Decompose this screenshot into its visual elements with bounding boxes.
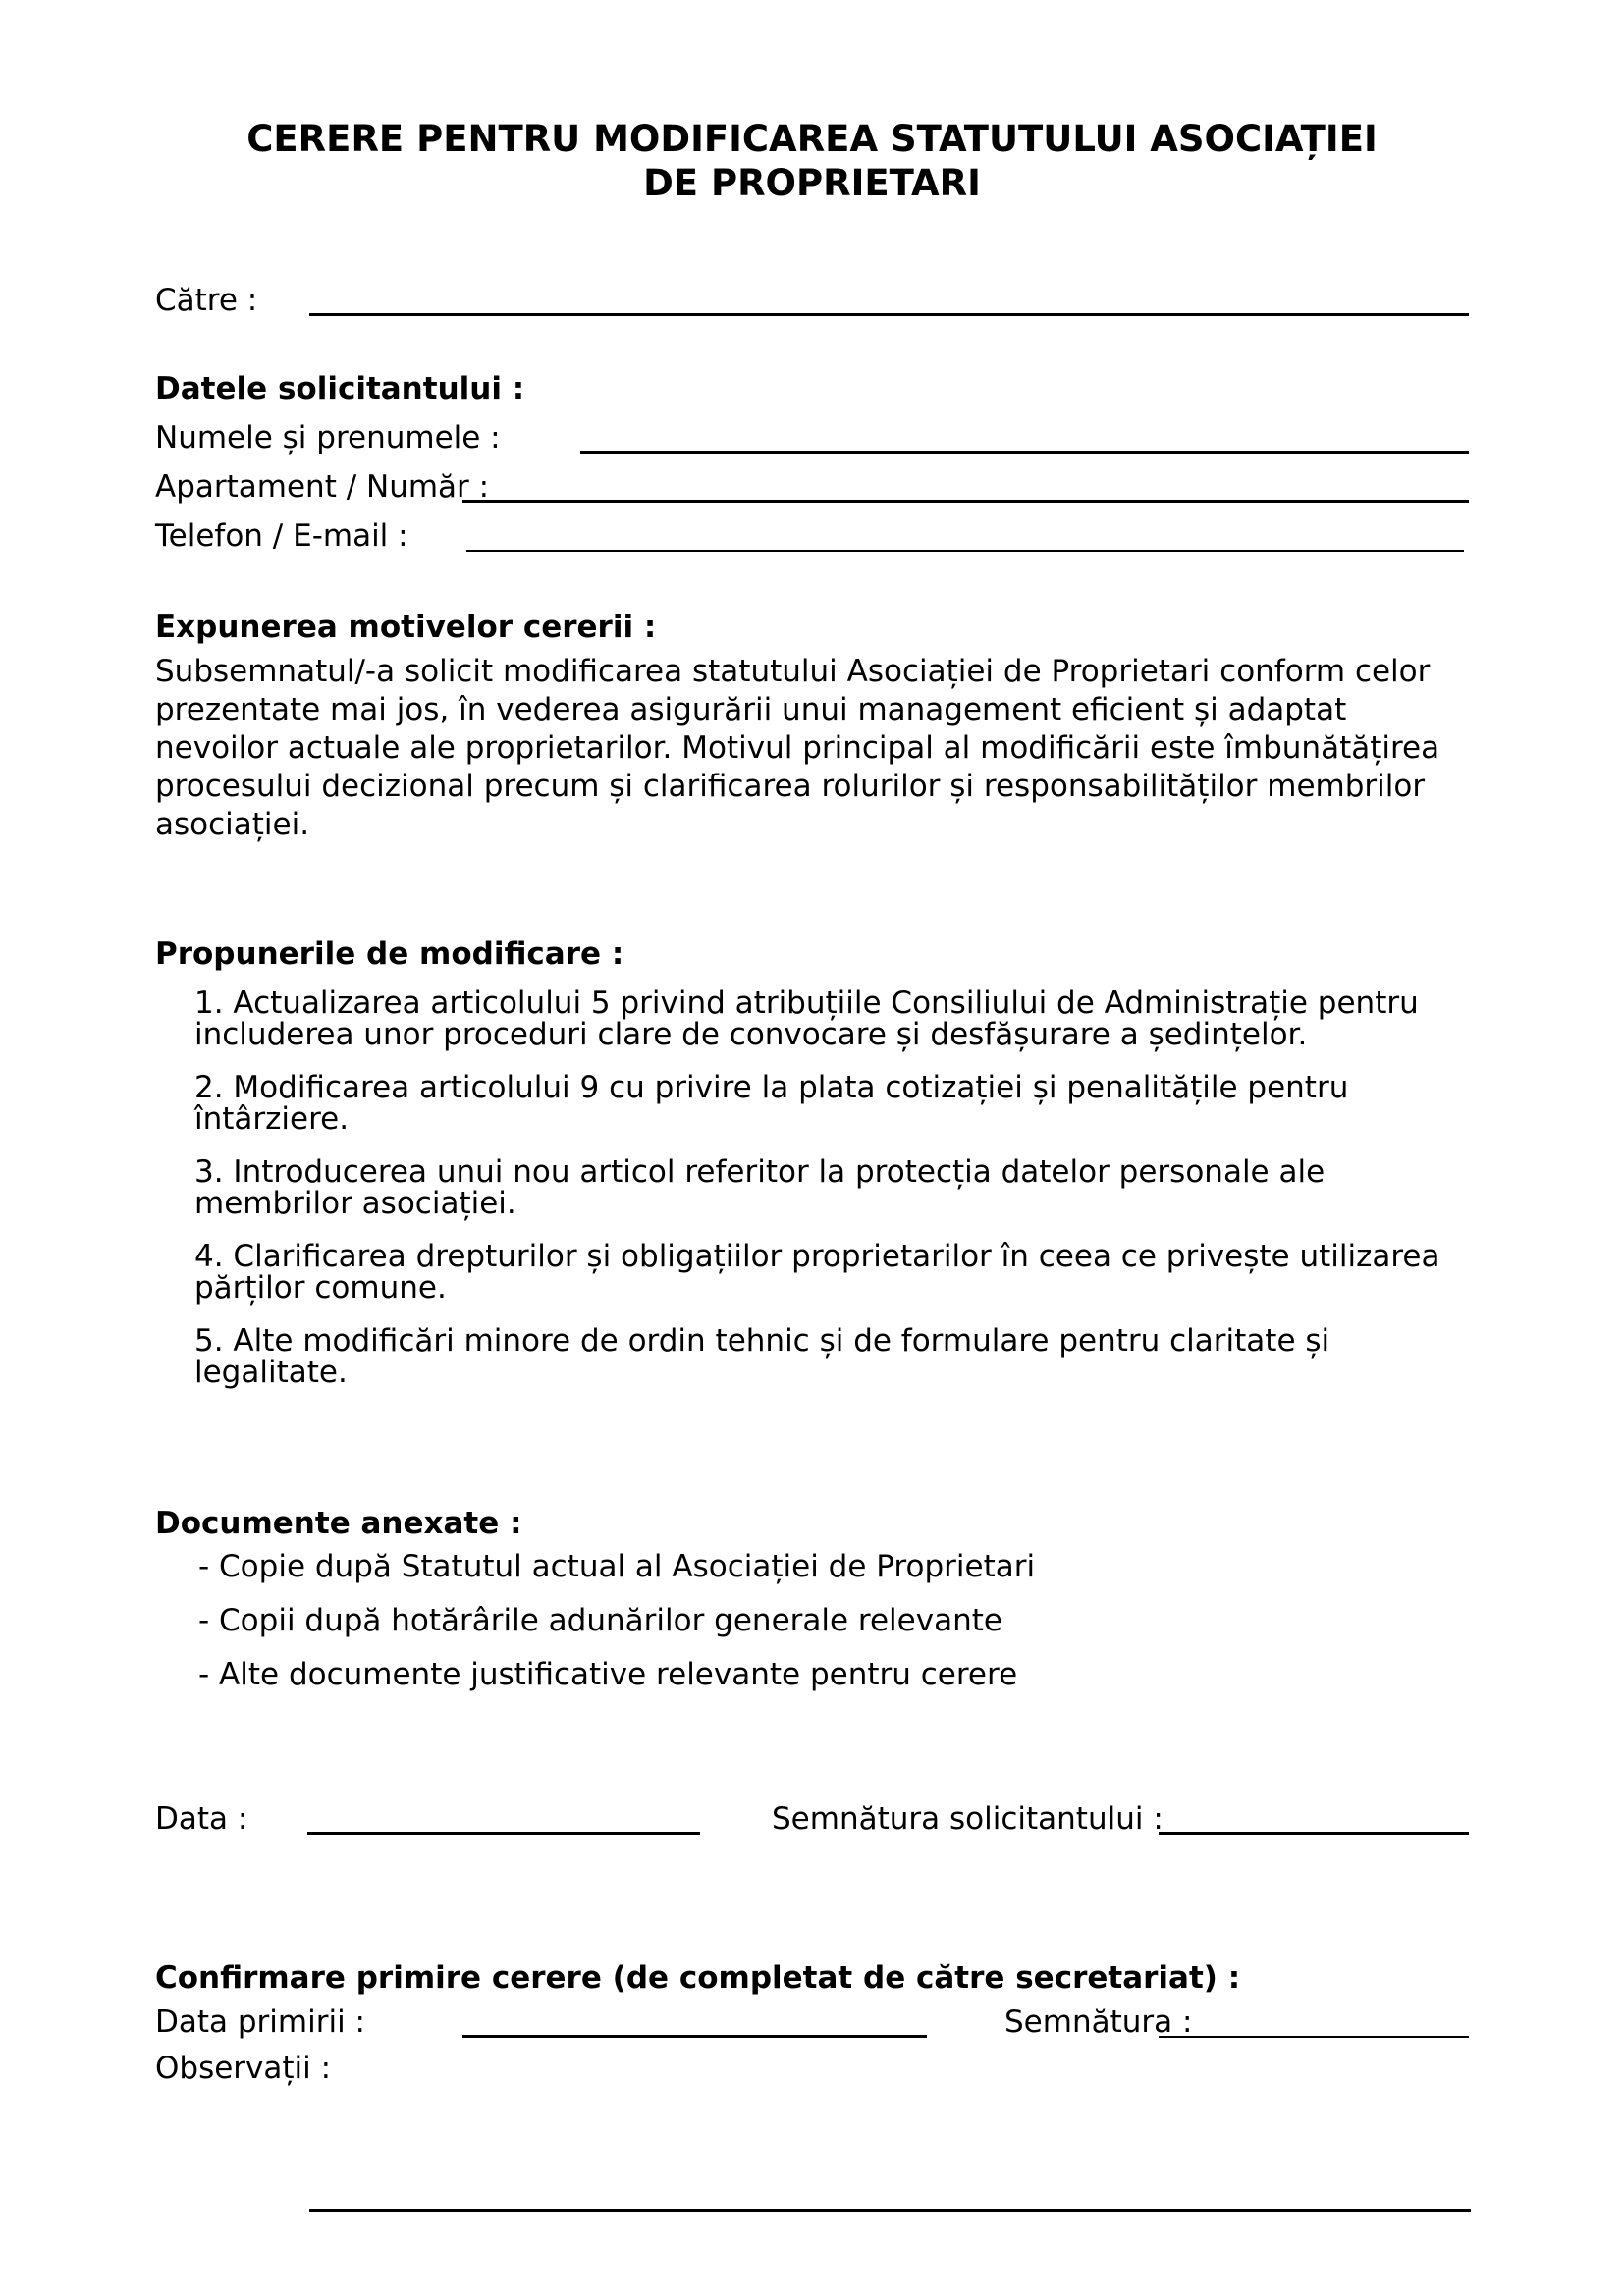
name-label: Numele și prenumele : (155, 420, 501, 455)
field-row-date-signature (155, 1800, 1469, 1838)
document-item-3: - Alte documente justificative relevante pentru cerere (198, 1657, 1018, 1692)
applicant-section-heading: Datele solicitantului : (155, 371, 525, 406)
documents-section-heading: Documente anexate : (155, 1506, 522, 1541)
proposals-section-heading: Propunerile de modificare : (155, 936, 624, 972)
date-received-input-line[interactable] (462, 2035, 927, 2038)
notes-input-line[interactable] (309, 2209, 1471, 2212)
apartment-label: Apartament / Număr : (155, 469, 490, 505)
name-input-line[interactable] (580, 451, 1469, 454)
notes-label: Observații : (155, 2051, 332, 2086)
field-row-notes (155, 2050, 1469, 2087)
proposals-list (155, 988, 1469, 1388)
date-received-label: Data primirii : (155, 2004, 365, 2040)
documents-list (155, 1551, 1469, 1690)
secretariat-signature-input-line[interactable] (1159, 2036, 1469, 2038)
apartment-input-line[interactable] (462, 500, 1469, 503)
field-row-recipient (155, 282, 1469, 319)
confirmation-section-heading: Confirmare primire cerere (de completat de către secretariat) : (155, 1960, 1241, 1996)
recipient-label: Către : (155, 283, 258, 318)
applicant-signature-label: Semnătura solicitantului : (772, 1801, 1164, 1837)
field-row-name (155, 419, 1469, 456)
recipient-input-line[interactable] (309, 313, 1469, 316)
document-content (155, 117, 1469, 2087)
phone-input-line[interactable] (466, 550, 1464, 552)
proposal-item-1: 1. Actualizarea articolului 5 privind atribuțiile Consiliului de Administrație pentru includerea unor proceduri clare de convocare și desfășurare a ședințelor. (194, 986, 1419, 1052)
document-item-2: - Copii după hotărârile adunărilor generale relevante (198, 1603, 1002, 1638)
date-input-line[interactable] (307, 1832, 700, 1835)
field-row-date-received (155, 2003, 1469, 2041)
document-item-1: - Copie după Statutul actual al Asociației de Proprietari (198, 1549, 1036, 1584)
proposal-item-4: 4. Clarificarea drepturilor și obligațiilor proprietarilor în ceea ce privește utilizarea părților comune. (194, 1239, 1440, 1306)
proposal-item-2: 2. Modificarea articolului 9 cu privire la plata cotizației și penalitățile pentru întârziere. (194, 1070, 1349, 1137)
motives-section-heading: Expunerea motivelor cererii : (155, 610, 657, 645)
proposal-item-5: 5. Alte modificări minore de ordin tehnic și de formulare pentru claritate și legalitate. (194, 1323, 1330, 1390)
applicant-signature-input-line[interactable] (1159, 1832, 1469, 1835)
page-title: CERERE PENTRU MODIFICAREA STATUTULUI ASOCIAȚIEI DE PROPRIETARI (246, 118, 1378, 204)
phone-label: Telefon / E-mail : (155, 518, 408, 554)
date-label: Data : (155, 1801, 248, 1837)
motives-paragraph: Subsemnatul/-a solicit modificarea statutului Asociației de Proprietari conform celor prezentate mai jos, în vederea asigurării unui management eficient și adaptat nevoilor actuale ale proprietarilor. Motivul principal al modificării este îmbunătățirea procesului decizional precum și clarificarea rolurilor și responsabilităților membrilor asociației. (155, 654, 1440, 842)
field-row-phone (155, 517, 1469, 555)
secretariat-signature-label: Semnătura : (1004, 2004, 1193, 2040)
field-row-apartment (155, 468, 1469, 506)
proposal-item-3: 3. Introducerea unui nou articol referitor la protecția datelor personale ale membrilor asociației. (194, 1154, 1326, 1221)
